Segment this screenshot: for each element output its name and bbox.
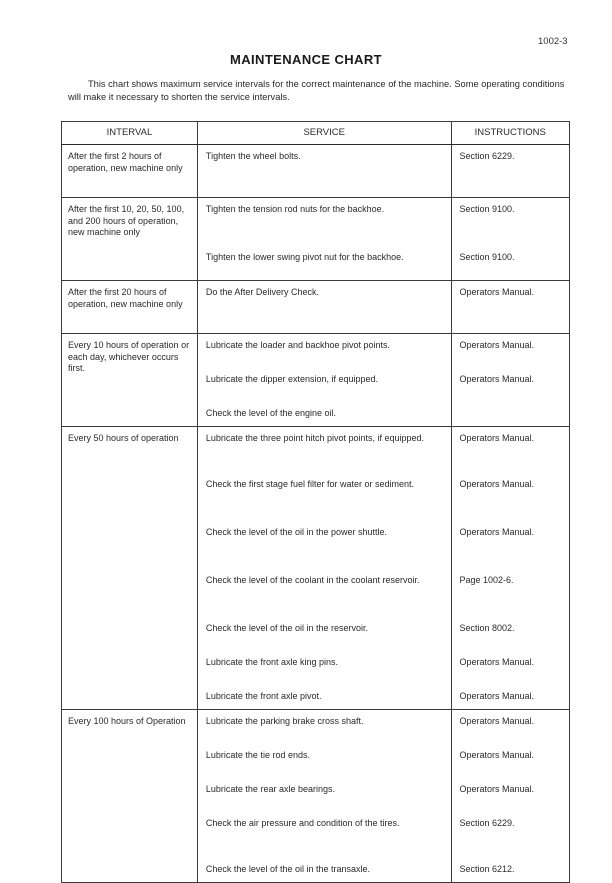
service-item: Check the first stage fuel filter for water or sediment. bbox=[205, 479, 414, 489]
interval-cell: Every 10 hours of operation or each day, whichever occurs first. bbox=[62, 334, 198, 427]
instruction-item: Section 6229. bbox=[459, 151, 515, 161]
service-item: Check the level of the oil in the reservoir. bbox=[205, 623, 368, 633]
instruction-item: Operators Manual. bbox=[459, 479, 535, 489]
interval-cell: After the first 10, 20, 50, 100, and 200 hours of operation, new machine only bbox=[62, 198, 198, 281]
service-cell bbox=[197, 710, 451, 883]
instruction-item: Operators Manual. bbox=[459, 691, 535, 701]
service-item: Check the level of the oil in the transaxle. bbox=[205, 864, 370, 874]
service-cell bbox=[197, 198, 451, 281]
instructions-cell bbox=[451, 427, 569, 710]
instruction-item: Operators Manual. bbox=[459, 750, 535, 760]
interval-cell: After the first 2 hours of operation, new machine only bbox=[62, 145, 198, 198]
service-cell bbox=[197, 145, 451, 198]
service-item: Lubricate the tie rod ends. bbox=[205, 750, 310, 760]
page-number: 1002-3 bbox=[538, 36, 568, 47]
header-instructions: INSTRUCTIONS bbox=[451, 122, 569, 145]
page-title: MAINTENANCE CHART bbox=[230, 52, 382, 67]
instruction-item: Section 6229. bbox=[459, 818, 515, 828]
instruction-item: Operators Manual. bbox=[459, 374, 535, 384]
instructions-cell bbox=[451, 710, 569, 883]
instruction-item: Operators Manual. bbox=[459, 287, 535, 297]
maintenance-table bbox=[61, 121, 570, 883]
table-row bbox=[62, 427, 570, 710]
instruction-item: Operators Manual. bbox=[459, 784, 535, 794]
instructions-cell bbox=[451, 198, 569, 281]
instructions-cell bbox=[451, 281, 569, 334]
service-item: Lubricate the rear axle bearings. bbox=[205, 784, 335, 794]
table-row bbox=[62, 710, 570, 883]
instruction-item: Operators Manual. bbox=[459, 527, 535, 537]
service-item: Tighten the tension rod nuts for the backhoe. bbox=[205, 204, 385, 214]
header-service: SERVICE bbox=[197, 122, 451, 145]
instruction-item: Operators Manual. bbox=[459, 340, 535, 350]
service-item: Do the After Delivery Check. bbox=[205, 287, 319, 297]
instruction-item: Section 9100. bbox=[459, 204, 515, 214]
service-item: Lubricate the loader and backhoe pivot points. bbox=[205, 340, 391, 350]
instruction-item: Page 1002-6. bbox=[459, 575, 514, 585]
instructions-cell bbox=[451, 145, 569, 198]
service-cell bbox=[197, 281, 451, 334]
instruction-item: Section 8002. bbox=[459, 623, 515, 633]
interval-cell: After the first 20 hours of operation, new machine only bbox=[62, 281, 198, 334]
interval-cell: Every 100 hours of Operation bbox=[62, 710, 198, 883]
instruction-item: Operators Manual. bbox=[459, 716, 535, 726]
service-item: Check the level of the coolant in the coolant reservoir. bbox=[205, 575, 420, 585]
service-item: Lubricate the front axle pivot. bbox=[205, 691, 322, 701]
service-item: Lubricate the parking brake cross shaft. bbox=[205, 716, 364, 726]
table-header-row bbox=[62, 122, 570, 145]
service-item: Lubricate the dipper extension, if equipped. bbox=[205, 374, 379, 384]
instruction-item: Operators Manual. bbox=[459, 433, 535, 443]
table-row bbox=[62, 198, 570, 281]
service-item: Lubricate the three point hitch pivot points, if equipped. bbox=[205, 433, 425, 443]
service-item: Check the air pressure and condition of the tires. bbox=[205, 818, 400, 828]
table-row bbox=[62, 281, 570, 334]
service-item: Tighten the lower swing pivot nut for the backhoe. bbox=[205, 252, 404, 262]
instruction-item: Section 6212. bbox=[459, 864, 515, 874]
interval-cell: Every 50 hours of operation bbox=[62, 427, 198, 710]
service-cell bbox=[197, 427, 451, 710]
service-item: Check the level of the oil in the power shuttle. bbox=[205, 527, 388, 537]
table-row bbox=[62, 145, 570, 198]
instruction-item: Operators Manual. bbox=[459, 657, 535, 667]
instruction-item bbox=[460, 408, 563, 420]
table-row bbox=[62, 334, 570, 427]
service-item: Tighten the wheel bolts. bbox=[205, 151, 301, 161]
instructions-cell bbox=[451, 334, 569, 427]
intro-paragraph: This chart shows maximum service intervals for the correct maintenance of the machine. Some operating conditions will make it necessary to shorten the service intervals. bbox=[68, 79, 565, 102]
service-item: Check the level of the engine oil. bbox=[205, 408, 336, 418]
instruction-item: Section 9100. bbox=[459, 252, 515, 262]
service-cell bbox=[197, 334, 451, 427]
header-interval: INTERVAL bbox=[62, 122, 198, 145]
service-item: Lubricate the front axle king pins. bbox=[205, 657, 338, 667]
